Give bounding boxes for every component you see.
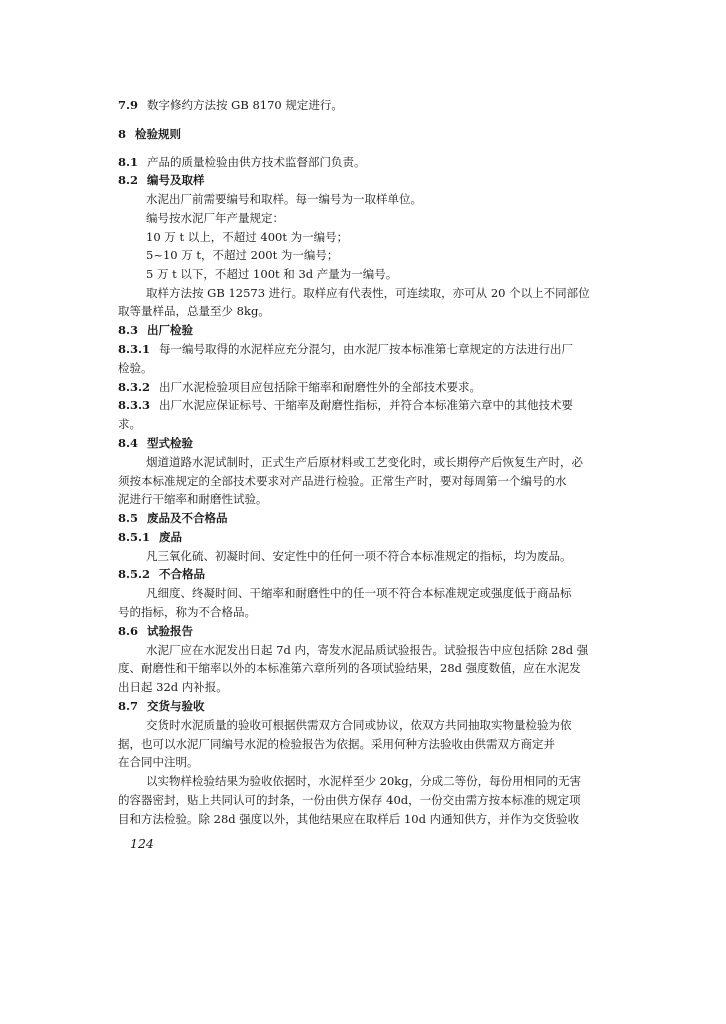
paragraph-line: 求。 [118, 417, 141, 431]
clause-8-3-heading [118, 323, 618, 338]
clause-text: 产品的质量检验由供方技术监督部门负责。 [147, 155, 366, 169]
clause-number: 8.1 [118, 155, 139, 169]
clause-number: 8.7 [118, 699, 139, 713]
clause-7-9 [118, 98, 618, 113]
paragraph-line: 在合同中注明。 [118, 755, 199, 769]
clause-title: 试验报告 [147, 624, 194, 638]
clause-text: 出厂水泥应保证标号、干缩率及耐磨性指标，并符合本标准第六章中的其他技术要 [159, 398, 574, 412]
paragraph-line: 烟道道路水泥试制时，正式生产后原材料或工艺变化时，或长期停产后恢复生产时，必 [146, 455, 583, 469]
paragraph-line: 出日起 32d 内补报。 [118, 680, 228, 694]
paragraph-line: 水泥厂应在水泥发出日起 7d 内，寄发水泥品质试验报告。试验报告中应包括除 28d 强 [146, 643, 589, 657]
clause-title: 型式检验 [147, 436, 194, 450]
section-number: 8 [118, 127, 127, 141]
clause-number: 8.3 [118, 323, 139, 337]
clause-number: 8.6 [118, 624, 139, 638]
page-number: 124 [130, 836, 154, 851]
paragraph-line: 度、耐磨性和干缩率以外的本标准第六章所列的各项试验结果，28d 强度数值，应在水泥发 [118, 661, 581, 675]
paragraph-line: 以实物样检验结果为验收依据时，水泥样至少 20kg，分成二等份，每份用相同的无害 [146, 774, 582, 788]
clause-title: 废品 [159, 530, 183, 544]
paragraph-line: 水泥出厂前需要编号和取样。每一编号为一取样单位。 [146, 192, 422, 206]
clause-title: 不合格品 [159, 567, 206, 581]
clause-title: 交货与验收 [147, 699, 205, 713]
clause-8-2-heading [118, 173, 618, 188]
clause-number: 8.3.3 [118, 398, 151, 412]
paragraph-line: 据，也可以水泥厂同编号水泥的检验报告为依据。采用何种方法验收由供需双方商定并 [118, 737, 555, 751]
paragraph-line: 的容器密封，贴上共同认可的封条，一份由供方保存 40d，一份交由需方按本标准的规定项 [118, 793, 581, 807]
paragraph-line: 取等量样品，总量至少 8kg。 [118, 304, 270, 318]
paragraph-line: 10 万 t 以上，不超过 400t 为一编号； [146, 230, 349, 244]
clause-8-5-2-heading [118, 567, 618, 582]
clause-title: 出厂检验 [147, 323, 194, 337]
paragraph-line: 检验。 [118, 361, 153, 375]
paragraph-line: 5 万 t 以下，不超过 100t 和 3d 产量为一编号。 [146, 267, 398, 281]
clause-8-3-3 [118, 398, 618, 413]
clause-8-1 [118, 155, 618, 170]
clause-8-4-heading [118, 436, 618, 451]
clause-number: 8.5.2 [118, 567, 151, 581]
section-8-heading [118, 127, 618, 142]
clause-number: 8.3.1 [118, 342, 151, 356]
paragraph-line: 目和方法检验。除 28d 强度以外，其他结果应在取样后 10d 内通知供方，并作为交货验收 [118, 812, 580, 826]
paragraph-line: 须按本标准规定的全部技术要求对产品进行检验。正常生产时，要对每周第一个编号的水 [118, 474, 567, 488]
clause-text: 数字修约方法按 GB 8170 规定进行。 [147, 98, 343, 112]
paragraph-line: 编号按水泥厂年产量规定： [146, 211, 284, 225]
clause-text: 每一编号取得的水泥样应充分混匀，由水泥厂按本标准第七章规定的方法进行出厂 [159, 342, 574, 356]
paragraph-line: 凡细度、终凝时间、干缩率和耐磨性中的任一项不符合本标准规定或强度低于商品标 [146, 586, 572, 600]
clause-number: 8.4 [118, 436, 139, 450]
clause-8-3-2 [118, 380, 618, 395]
paragraph-line: 交货时水泥质量的验收可根据供需双方合同或协议，依双方共同抽取实物量检验为依 [146, 718, 572, 732]
clause-text: 出厂水泥检验项目应包括除干缩率和耐磨性外的全部技术要求。 [159, 380, 482, 394]
clause-number: 8.5.1 [118, 530, 151, 544]
paragraph-line: 取样方法按 GB 12573 进行。取样应有代表性，可连续取，亦可从 20 个以上不同部位 [146, 286, 590, 300]
paragraph-line: 凡三氧化硫、初凝时间、安定性中的任何一项不符合本标准规定的指标，均为废品。 [146, 549, 572, 563]
clause-number: 8.3.2 [118, 380, 151, 394]
clause-number: 8.2 [118, 173, 139, 187]
clause-8-5-1-heading [118, 530, 618, 545]
clause-8-6-heading [118, 624, 618, 639]
clause-8-3-1 [118, 342, 618, 357]
paragraph-line: 泥进行干缩率和耐磨性试验。 [118, 492, 268, 506]
clause-number: 7.9 [118, 98, 139, 112]
section-title: 检验规则 [135, 127, 182, 141]
paragraph-line: 5~10 万 t，不超过 200t 为一编号； [146, 248, 339, 262]
paragraph-line: 号的指标，称为不合格品。 [118, 605, 256, 619]
clause-title: 废品及不合格品 [147, 511, 228, 525]
clause-8-7-heading [118, 699, 618, 714]
clause-8-5-heading [118, 511, 618, 526]
clause-number: 8.5 [118, 511, 139, 525]
clause-title: 编号及取样 [147, 173, 205, 187]
